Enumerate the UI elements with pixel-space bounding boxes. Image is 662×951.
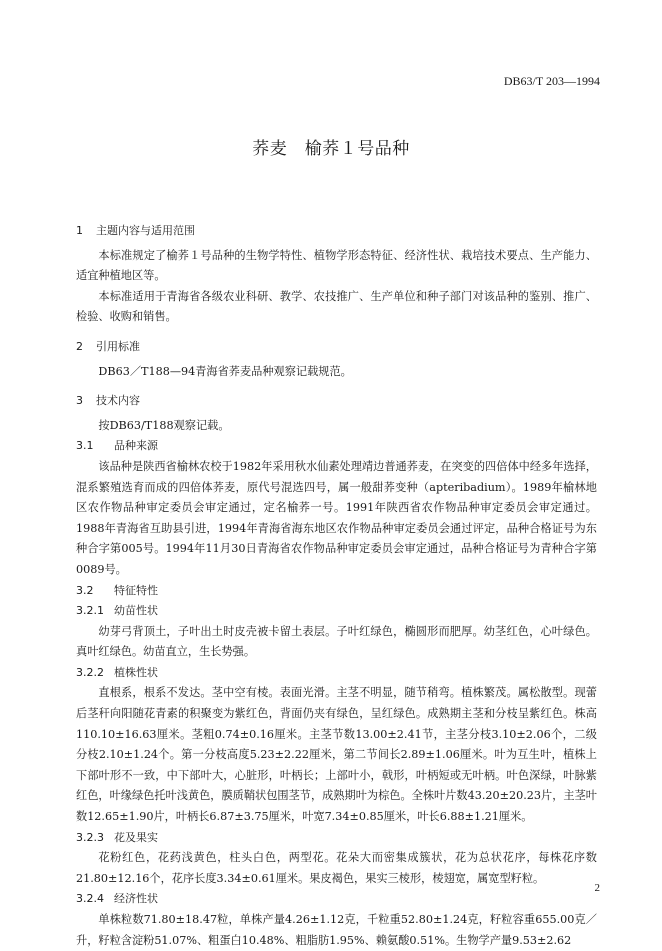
section-title: 经济性状 xyxy=(114,892,158,906)
section-number: 2 xyxy=(76,339,83,353)
paragraph: 该品种是陕西省榆林农校于1982年采用秋水仙素处理靖边普通荞麦，在突变的四倍体中经多年选择，混系繁殖选育而成的四倍体荞麦，原代号混选四号，属一般甜荞变种（apteribadium）。1989年榆林地区农作物品种审定委员会审定通过，定名榆荞一号。1991年陕西省农作物品种审定委员会审定通过。1988年青海省互助县引进，1994年青海省海东地区农作物品种审定委员会通过评定，品种合格证号为东种合字第005号。1994年11月30日青海省农作物品种审定委员会审定通过，品种合格证号为青种合字第0089号。 xyxy=(76,459,597,576)
page-number: 2 xyxy=(594,882,600,894)
section-3-2-2-heading xyxy=(76,663,597,684)
document-body xyxy=(76,214,597,951)
section-title: 幼苗性状 xyxy=(114,604,158,618)
section-number: 3.2.4 xyxy=(76,892,104,906)
section-3-2-heading xyxy=(76,581,597,602)
section-number: 3.2 xyxy=(76,583,94,597)
section-2-heading xyxy=(76,337,597,358)
paragraph: DB63／T188—94青海省荞麦品种观察记载规范。 xyxy=(98,364,352,378)
section-1-heading xyxy=(76,221,597,242)
section-title: 引用标准 xyxy=(96,339,140,353)
section-title: 特征特性 xyxy=(114,583,158,597)
section-number: 3.2.1 xyxy=(76,604,104,618)
section-title: 主题内容与适用范围 xyxy=(96,224,195,237)
section-3-heading xyxy=(76,391,597,412)
section-3-1-heading xyxy=(76,436,597,457)
section-title: 技术内容 xyxy=(96,394,140,408)
document-title: 荞麦 榆荞１号品种 xyxy=(252,139,410,159)
section-3-2-4-heading xyxy=(76,889,597,910)
paragraph: 直根系，根系不发达。茎中空有棱。表面光滑。主茎不明显，随节稍弯。植株繁茂。属松散型。现蕾后茎秆向阳随花青素的积聚变为紫红色，背面仍夹有绿色，呈红绿色。成熟期主茎和分枝呈紫红色。株高110.10±16.63厘米。茎粗0.74±0.16厘米。主茎节数13.00±2.41节，主茎分枝3.10±2.06个，二级分枝2.10±1.24个。第一分枝高度5.23±2.22厘米，第二节间长2.89±1.06厘米。叶为互生叶，植株上下部叶形不一致，中下部叶大，心脏形，叶柄长；上部叶小，戟形，叶柄短或无叶柄。叶色深绿，叶脉紫红色，叶缘绿色托叶浅黄色，膜质鞘状包围茎节，成熟期叶为棕色。全株叶片数43.20±20.23片，主茎叶数12.65±1.90片，叶柄长6.87±3.75厘米，叶宽7.34±0.85厘米，叶长6.88±1.21厘米。 xyxy=(76,686,597,824)
section-number: 3.2.2 xyxy=(76,665,104,679)
paragraph: 本标准适用于青海省各级农业科研、教学、农技推广、生产单位和种子部门对该品种的鉴别、推广、检验、收购和销售。 xyxy=(76,289,597,324)
paragraph: 花粉红色，花药浅黄色，柱头白色，两型花。花朵大而密集成簇状，花为总状花序，每株花序数21.80±12.16个，花序长度3.34±0.61厘米。果皮褐色，果实三棱形，棱翅宽，属宽型籽粒。 xyxy=(76,851,597,885)
section-number: 3 xyxy=(76,394,83,408)
standard-code: DB63/T 203—1994 xyxy=(503,74,600,88)
section-title: 植株性状 xyxy=(114,665,158,679)
paragraph: 单株粒数71.80±18.47粒，单株产量4.26±1.12克，千粒重52.80±1.24克，籽粒容重655.00克／升，籽粒含淀粉51.07%、粗蛋白10.48%、粗脂肪1.95%、赖氨酸0.51%。生物学产量9.53±2.62 xyxy=(76,913,597,947)
paragraph: 按DB63/T188观察记载。 xyxy=(98,418,230,432)
section-number: 3.2.3 xyxy=(76,830,104,844)
section-title: 花及果实 xyxy=(114,830,158,844)
paragraph: 本标准规定了榆荞１号品种的生物学特性、植物学形态特征、经济性状、栽培技术要点、生产能力、适宜种植地区等。 xyxy=(76,248,597,283)
section-number: 3.1 xyxy=(76,439,94,453)
section-number: 1 xyxy=(76,224,83,237)
section-title: 品种来源 xyxy=(114,439,158,453)
section-3-2-1-heading xyxy=(76,601,597,622)
section-3-2-3-heading xyxy=(76,828,597,849)
paragraph: 幼芽弓背顶土，子叶出土时皮壳被卡留土表层。子叶红绿色，椭圆形而肥厚。幼茎红色，心叶绿色。真叶红绿色。幼苗直立，生长势强。 xyxy=(76,624,597,659)
